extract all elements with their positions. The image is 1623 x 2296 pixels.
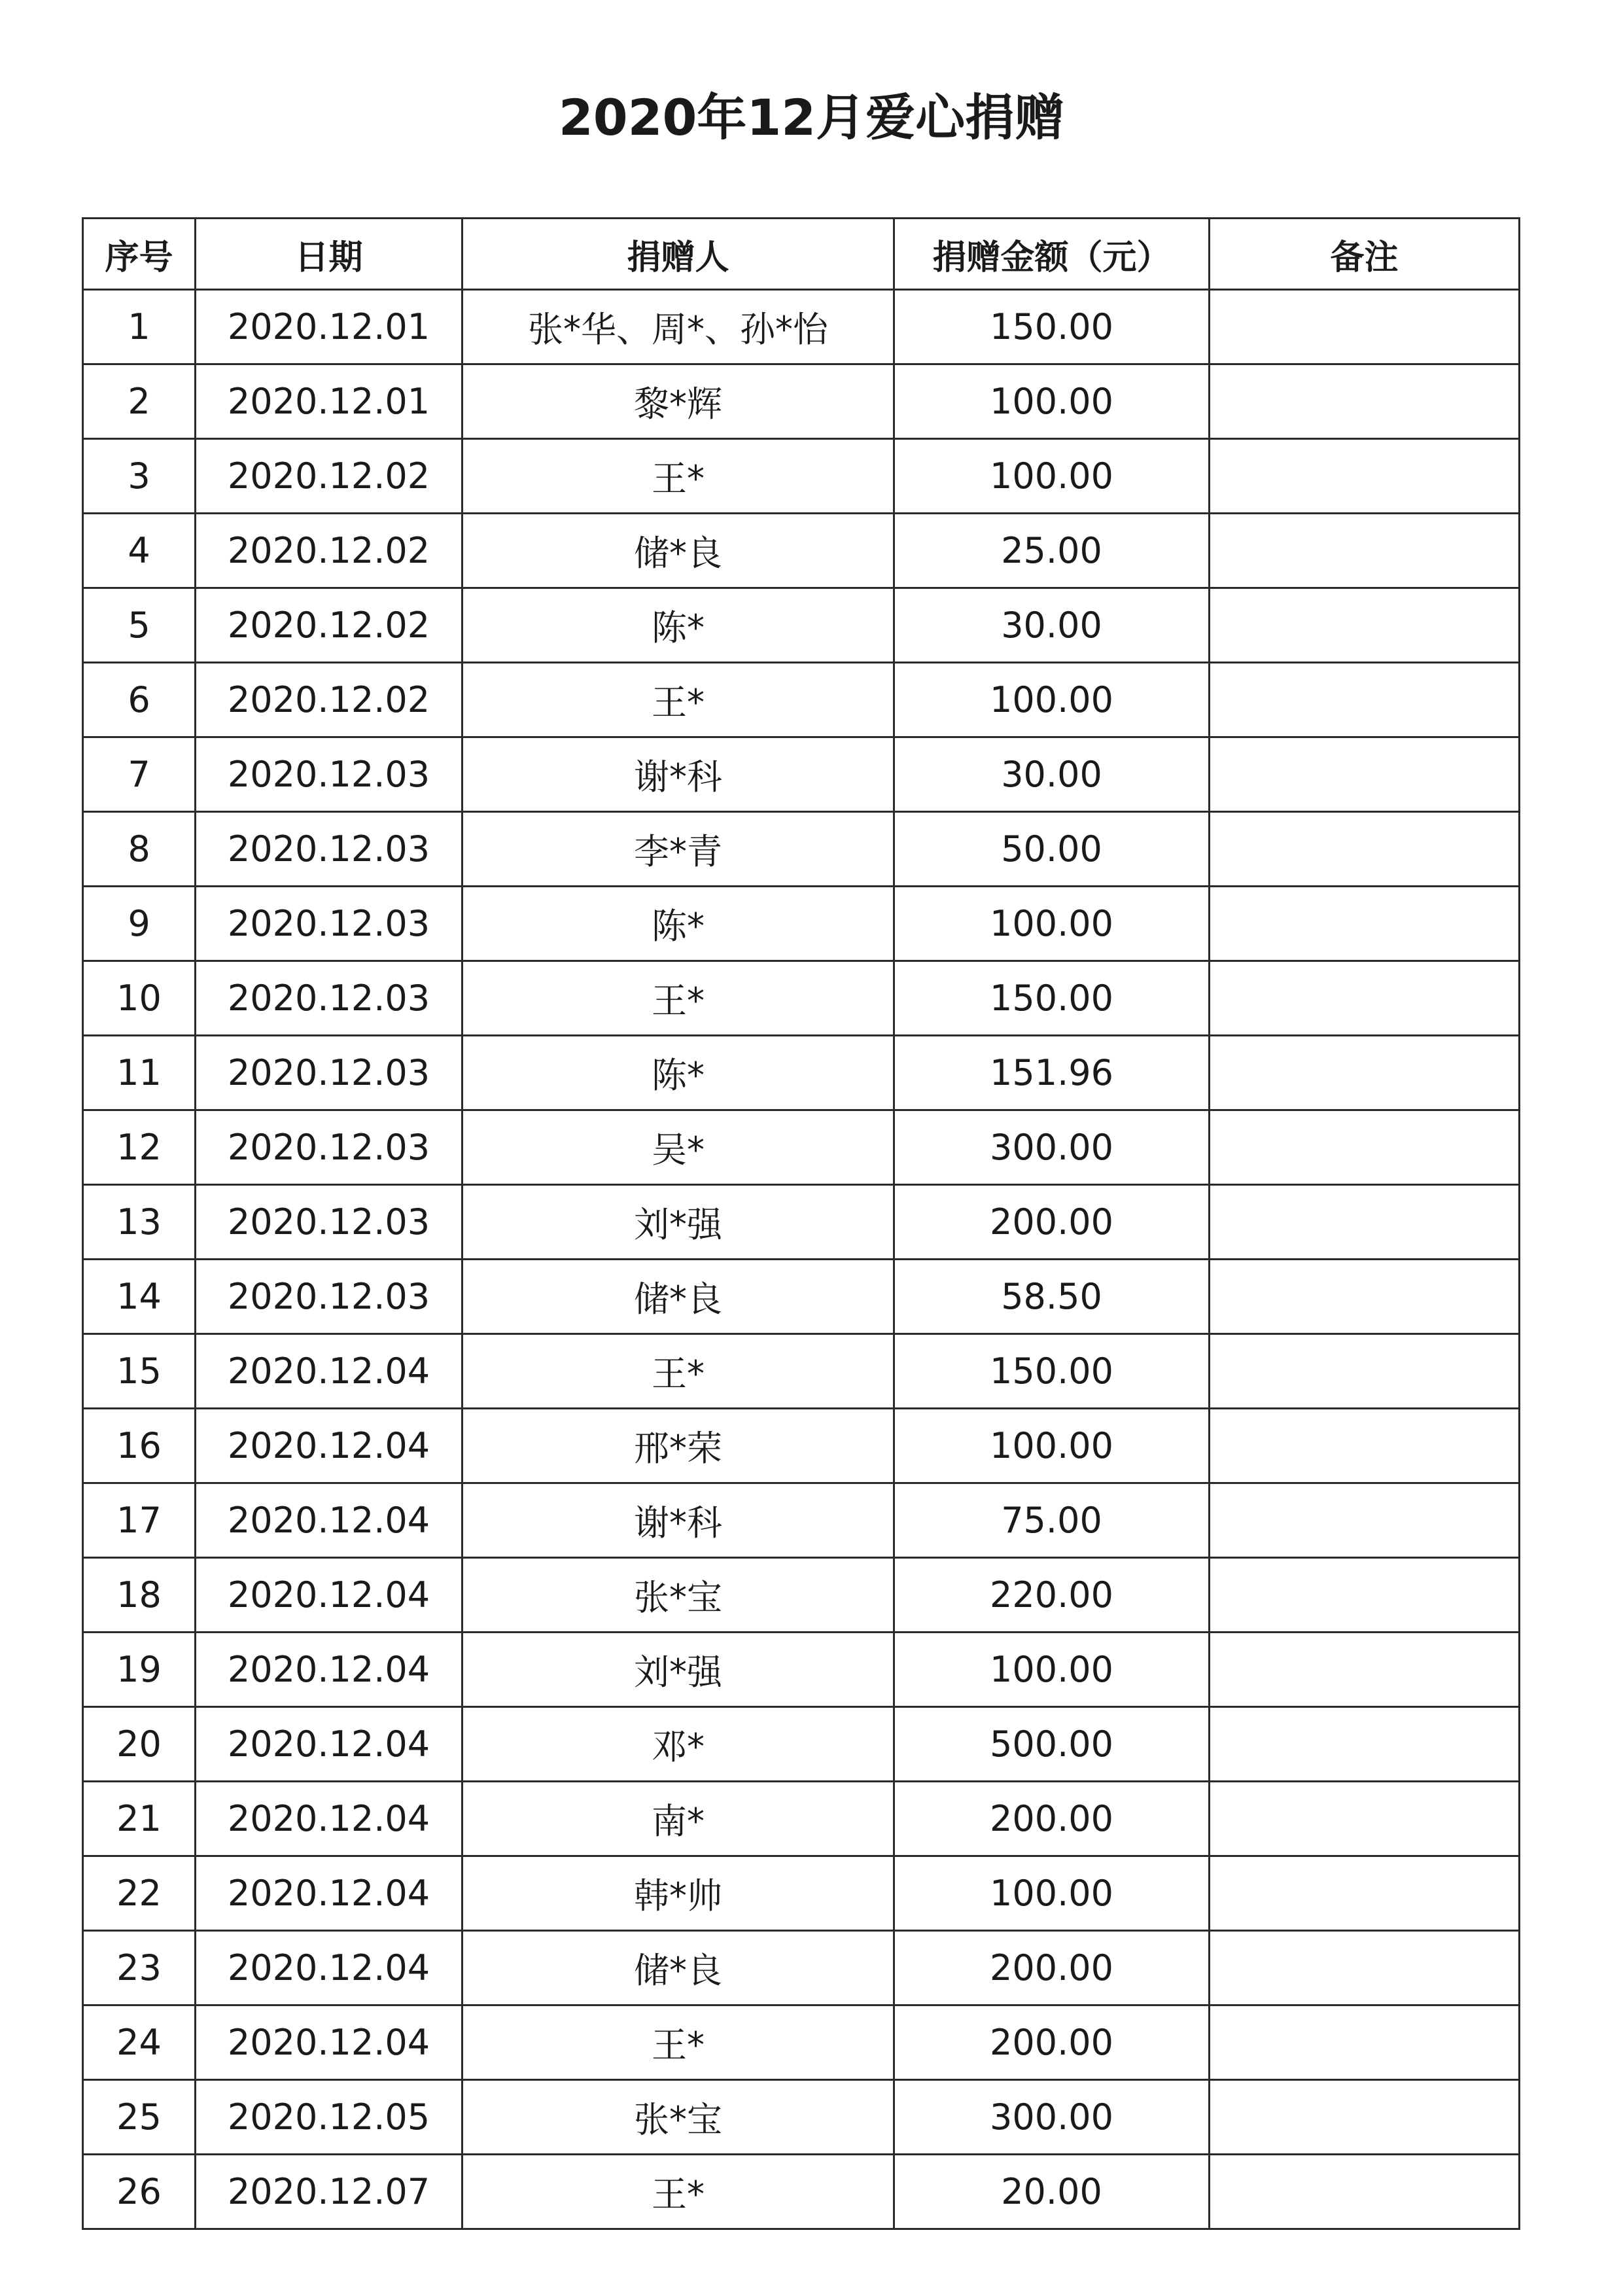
cell-date: 2020.12.03: [196, 812, 462, 887]
table-row: [83, 1409, 1520, 1483]
cell-seq: 6: [83, 663, 196, 737]
cell-date: 2020.12.03: [196, 961, 462, 1036]
cell-note: [1210, 364, 1520, 439]
cell-seq: 23: [83, 1931, 196, 2005]
cell-note: [1210, 588, 1520, 663]
cell-donor: 谢*科: [462, 737, 894, 812]
table-row: [83, 961, 1520, 1036]
cell-amount: 300.00: [894, 2080, 1210, 2155]
cell-date: 2020.12.04: [196, 1633, 462, 1707]
cell-donor: 张*华、周*、孙*怡: [462, 290, 894, 364]
table-row: [83, 887, 1520, 961]
cell-seq: 16: [83, 1409, 196, 1483]
cell-note: [1210, 1856, 1520, 1931]
cell-seq: 19: [83, 1633, 196, 1707]
table-row: [83, 2080, 1520, 2155]
cell-note: [1210, 1110, 1520, 1185]
table-row: [83, 439, 1520, 514]
cell-seq: 22: [83, 1856, 196, 1931]
cell-amount: 25.00: [894, 514, 1210, 588]
cell-donor: 刘*强: [462, 1633, 894, 1707]
cell-amount: 500.00: [894, 1707, 1210, 1782]
table-row: [83, 2155, 1520, 2229]
cell-seq: 14: [83, 1260, 196, 1334]
cell-note: [1210, 2005, 1520, 2080]
table-row: [83, 1036, 1520, 1110]
cell-donor: 陈*: [462, 1036, 894, 1110]
cell-date: 2020.12.07: [196, 2155, 462, 2229]
cell-note: [1210, 1036, 1520, 1110]
table-row: [83, 1558, 1520, 1633]
cell-note: [1210, 290, 1520, 364]
cell-note: [1210, 1707, 1520, 1782]
cell-amount: 151.96: [894, 1036, 1210, 1110]
cell-donor: 储*良: [462, 1260, 894, 1334]
cell-donor: 刘*强: [462, 1185, 894, 1260]
cell-seq: 3: [83, 439, 196, 514]
cell-seq: 5: [83, 588, 196, 663]
cell-date: 2020.12.04: [196, 1558, 462, 1633]
cell-date: 2020.12.02: [196, 439, 462, 514]
cell-note: [1210, 1633, 1520, 1707]
cell-donor: 南*: [462, 1782, 894, 1856]
cell-date: 2020.12.04: [196, 1931, 462, 2005]
cell-date: 2020.12.03: [196, 1185, 462, 1260]
table-row: [83, 2005, 1520, 2080]
cell-donor: 王*: [462, 2005, 894, 2080]
cell-donor: 陈*: [462, 887, 894, 961]
cell-date: 2020.12.04: [196, 1483, 462, 1558]
cell-seq: 11: [83, 1036, 196, 1110]
cell-amount: 100.00: [894, 1633, 1210, 1707]
cell-date: 2020.12.03: [196, 887, 462, 961]
page-title: 2020年12月爱心捐赠: [558, 88, 1065, 147]
cell-note: [1210, 887, 1520, 961]
cell-amount: 20.00: [894, 2155, 1210, 2229]
cell-donor: 王*: [462, 961, 894, 1036]
cell-amount: 100.00: [894, 1856, 1210, 1931]
header-note: 备注: [1210, 219, 1520, 290]
cell-donor: 王*: [462, 439, 894, 514]
table-row: [83, 1185, 1520, 1260]
cell-date: 2020.12.01: [196, 364, 462, 439]
cell-amount: 200.00: [894, 1931, 1210, 2005]
cell-donor: 张*宝: [462, 1558, 894, 1633]
cell-note: [1210, 1185, 1520, 1260]
cell-date: 2020.12.03: [196, 1110, 462, 1185]
cell-note: [1210, 1260, 1520, 1334]
cell-note: [1210, 812, 1520, 887]
cell-date: 2020.12.02: [196, 663, 462, 737]
cell-seq: 2: [83, 364, 196, 439]
cell-seq: 17: [83, 1483, 196, 1558]
cell-donor: 储*良: [462, 1931, 894, 2005]
cell-note: [1210, 439, 1520, 514]
table-row: [83, 588, 1520, 663]
cell-amount: 150.00: [894, 1334, 1210, 1409]
cell-seq: 18: [83, 1558, 196, 1633]
cell-donor: 吴*: [462, 1110, 894, 1185]
cell-amount: 100.00: [894, 663, 1210, 737]
table-row: [83, 364, 1520, 439]
header-amount: 捐赠金额（元）: [894, 219, 1210, 290]
cell-seq: 10: [83, 961, 196, 1036]
cell-seq: 8: [83, 812, 196, 887]
cell-donor: 韩*帅: [462, 1856, 894, 1931]
cell-date: 2020.12.04: [196, 1782, 462, 1856]
cell-donor: 张*宝: [462, 2080, 894, 2155]
table-row: [83, 1707, 1520, 1782]
cell-donor: 李*青: [462, 812, 894, 887]
cell-date: 2020.12.04: [196, 2005, 462, 2080]
table-row: [83, 812, 1520, 887]
table-row: [83, 514, 1520, 588]
cell-date: 2020.12.03: [196, 1260, 462, 1334]
header-date: 日期: [196, 219, 462, 290]
cell-amount: 150.00: [894, 961, 1210, 1036]
cell-date: 2020.12.05: [196, 2080, 462, 2155]
cell-amount: 100.00: [894, 1409, 1210, 1483]
table-row: [83, 290, 1520, 364]
cell-seq: 25: [83, 2080, 196, 2155]
cell-amount: 220.00: [894, 1558, 1210, 1633]
cell-amount: 150.00: [894, 290, 1210, 364]
cell-note: [1210, 1782, 1520, 1856]
cell-note: [1210, 737, 1520, 812]
table-row: [83, 1931, 1520, 2005]
table-row: [83, 1334, 1520, 1409]
cell-note: [1210, 2155, 1520, 2229]
table-row: [83, 1856, 1520, 1931]
cell-seq: 7: [83, 737, 196, 812]
cell-note: [1210, 1483, 1520, 1558]
cell-amount: 30.00: [894, 588, 1210, 663]
cell-donor: 陈*: [462, 588, 894, 663]
cell-note: [1210, 1409, 1520, 1483]
cell-seq: 20: [83, 1707, 196, 1782]
cell-amount: 300.00: [894, 1110, 1210, 1185]
cell-amount: 200.00: [894, 2005, 1210, 2080]
cell-seq: 4: [83, 514, 196, 588]
cell-seq: 24: [83, 2005, 196, 2080]
cell-note: [1210, 2080, 1520, 2155]
cell-date: 2020.12.04: [196, 1856, 462, 1931]
cell-seq: 12: [83, 1110, 196, 1185]
cell-note: [1210, 1558, 1520, 1633]
header-seq: 序号: [83, 219, 196, 290]
cell-date: 2020.12.01: [196, 290, 462, 364]
cell-note: [1210, 514, 1520, 588]
header-donor: 捐赠人: [462, 219, 894, 290]
table-row: [83, 1633, 1520, 1707]
cell-donor: 储*良: [462, 514, 894, 588]
cell-date: 2020.12.03: [196, 1036, 462, 1110]
donation-table: [82, 217, 1520, 2230]
cell-donor: 谢*科: [462, 1483, 894, 1558]
cell-seq: 15: [83, 1334, 196, 1409]
table-row: [83, 1782, 1520, 1856]
cell-amount: 200.00: [894, 1782, 1210, 1856]
table-row: [83, 737, 1520, 812]
cell-donor: 邓*: [462, 1707, 894, 1782]
cell-amount: 50.00: [894, 812, 1210, 887]
cell-date: 2020.12.04: [196, 1707, 462, 1782]
cell-donor: 王*: [462, 1334, 894, 1409]
cell-donor: 王*: [462, 2155, 894, 2229]
cell-amount: 58.50: [894, 1260, 1210, 1334]
cell-note: [1210, 961, 1520, 1036]
cell-note: [1210, 1334, 1520, 1409]
table-header-row: [83, 219, 1520, 290]
cell-amount: 200.00: [894, 1185, 1210, 1260]
cell-seq: 13: [83, 1185, 196, 1260]
cell-date: 2020.12.02: [196, 588, 462, 663]
cell-donor: 邢*荣: [462, 1409, 894, 1483]
cell-seq: 9: [83, 887, 196, 961]
table-row: [83, 1110, 1520, 1185]
cell-donor: 黎*辉: [462, 364, 894, 439]
cell-seq: 1: [83, 290, 196, 364]
cell-date: 2020.12.02: [196, 514, 462, 588]
cell-amount: 75.00: [894, 1483, 1210, 1558]
cell-note: [1210, 663, 1520, 737]
table-body: [83, 290, 1520, 2229]
cell-amount: 100.00: [894, 364, 1210, 439]
table-row: [83, 1483, 1520, 1558]
cell-amount: 100.00: [894, 439, 1210, 514]
cell-date: 2020.12.04: [196, 1334, 462, 1409]
table-row: [83, 1260, 1520, 1334]
cell-amount: 100.00: [894, 887, 1210, 961]
cell-seq: 21: [83, 1782, 196, 1856]
cell-donor: 王*: [462, 663, 894, 737]
cell-amount: 30.00: [894, 737, 1210, 812]
cell-date: 2020.12.04: [196, 1409, 462, 1483]
table-row: [83, 663, 1520, 737]
cell-seq: 26: [83, 2155, 196, 2229]
cell-note: [1210, 1931, 1520, 2005]
cell-date: 2020.12.03: [196, 737, 462, 812]
